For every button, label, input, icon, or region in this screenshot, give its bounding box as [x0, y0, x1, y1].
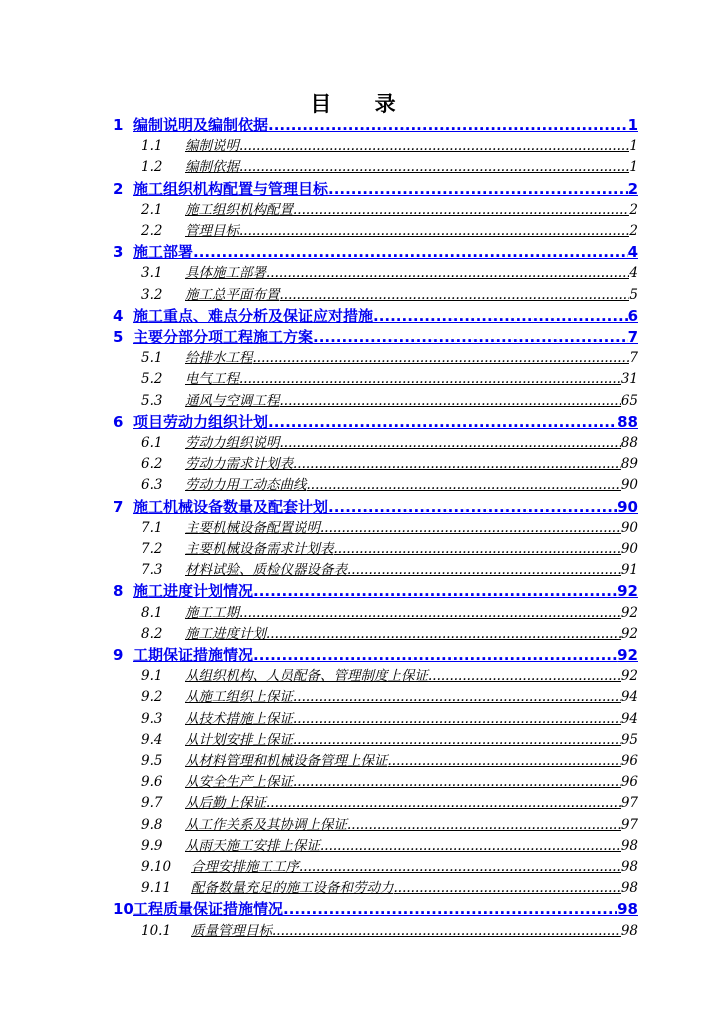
toc-dot-leader — [347, 559, 621, 581]
toc-section-entry[interactable] — [141, 368, 638, 390]
toc-entry-number: 4 — [113, 306, 124, 325]
toc-entry-number: 9.8 — [141, 816, 163, 833]
toc-entry-number: 7.1 — [141, 519, 163, 536]
toc-dot-leader — [347, 814, 621, 836]
toc-dot-leader — [428, 665, 621, 687]
toc-entry-number: 8.2 — [141, 625, 163, 642]
toc-entry-title: 通风与空调工程 — [185, 392, 280, 409]
toc-entry-number: 6.2 — [141, 456, 163, 473]
toc-dot-leader — [293, 771, 621, 793]
toc-entry-page: 92 — [620, 625, 638, 642]
toc-entry-title: 主要分部分项工程施工方案 — [133, 328, 314, 346]
toc-entry-title: 从雨天施工安排上保证 — [185, 837, 320, 854]
toc-dot-leader — [320, 835, 621, 857]
toc-entry-page: 1 — [629, 138, 638, 155]
toc-entry-page: 4 — [627, 243, 638, 262]
toc-section-entry[interactable] — [141, 602, 638, 624]
toc-entry-number: 3.2 — [141, 286, 163, 303]
toc-entry-number: 6.1 — [141, 435, 163, 451]
toc-entry-title: 主要机械设备需求计划表 — [185, 541, 334, 557]
toc-entry-number: 1.2 — [141, 159, 163, 176]
toc-entry-title: 电气工程 — [185, 371, 239, 388]
toc-entry-number: 2.1 — [141, 201, 163, 218]
toc-chapter-entry[interactable] — [113, 241, 638, 263]
toc-entry-page: 89 — [620, 456, 638, 473]
toc-dot-leader — [266, 262, 629, 284]
toc-entry-number: 5 — [113, 328, 124, 346]
toc-entry-number: 9.7 — [141, 795, 163, 812]
toc-section-entry[interactable] — [141, 347, 638, 369]
toc-dot-leader — [283, 898, 617, 920]
toc-dot-leader — [272, 920, 621, 942]
toc-dot-leader — [193, 241, 628, 263]
toc-entry-page: 91 — [620, 562, 638, 579]
toc-dot-leader — [293, 453, 621, 475]
toc-entry-page: 90 — [620, 541, 638, 557]
toc-section-entry[interactable] — [141, 686, 638, 708]
toc-section-entry[interactable] — [141, 199, 638, 221]
toc-dot-leader — [239, 156, 629, 178]
toc-entry-page: 96 — [620, 753, 638, 769]
toc-entry-page: 95 — [620, 731, 638, 748]
toc-dot-leader — [307, 474, 621, 496]
toc-dot-leader — [266, 623, 621, 645]
toc-entry-page: 4 — [629, 265, 638, 282]
toc-entry-title: 从材料管理和机械设备管理上保证 — [185, 753, 388, 769]
toc-dot-leader — [239, 135, 629, 157]
toc-entry-page: 31 — [620, 371, 638, 388]
toc-entry-title: 施工重点、难点分析及保证应对措施 — [133, 306, 374, 325]
toc-entry-page: 98 — [620, 880, 638, 897]
toc-entry-title: 施工工期 — [185, 604, 239, 621]
toc-entry-page: 94 — [620, 710, 638, 727]
toc-entry-title: 施工机械设备数量及配套计划 — [133, 497, 329, 516]
toc-entry-page: 97 — [620, 816, 638, 833]
toc-section-entry[interactable] — [141, 135, 638, 157]
toc-entry-number: 2.2 — [141, 223, 163, 239]
toc-section-entry[interactable] — [141, 538, 638, 560]
toc-entry-page: 2 — [627, 179, 638, 198]
toc-entry-title: 材料试验、质检仪器设备表 — [185, 562, 347, 579]
toc-entry-title: 工期保证措施情况 — [133, 646, 254, 664]
toc-entry-number: 9.3 — [141, 710, 163, 727]
toc-entry-title: 工程质量保证措施情况 — [133, 900, 284, 919]
toc-entry-number: 6 — [113, 412, 124, 431]
toc-entry-number: 9.2 — [141, 689, 163, 706]
toc-entry-number: 9.10 — [141, 859, 172, 875]
toc-entry-title: 项目劳动力组织计划 — [133, 412, 269, 431]
toc-entry-number: 9.4 — [141, 731, 163, 748]
toc-entry-page: 96 — [620, 774, 638, 791]
toc-section-entry[interactable] — [141, 729, 638, 751]
toc-entry-page: 2 — [629, 201, 638, 218]
toc-entry-number: 8.1 — [141, 604, 163, 621]
toc-entry-page: 90 — [620, 519, 638, 536]
toc-entry-number: 9.6 — [141, 774, 163, 791]
toc-section-entry[interactable] — [141, 814, 638, 836]
toc-section-entry[interactable] — [141, 771, 638, 793]
toc-entry-title: 从安全生产上保证 — [185, 774, 293, 791]
toc-entry-page: 97 — [620, 795, 638, 812]
toc-section-entry[interactable] — [141, 156, 638, 178]
toc-entry-title: 合理安排施工工序 — [191, 859, 299, 875]
toc-entry-page: 2 — [629, 223, 638, 239]
toc-dot-leader — [299, 856, 621, 878]
toc-section-entry[interactable] — [141, 432, 638, 454]
toc-dot-leader — [268, 411, 617, 433]
toc-section-entry[interactable] — [141, 856, 638, 878]
toc-dot-leader — [313, 326, 628, 348]
toc-entry-number: 7 — [113, 497, 124, 516]
toc-section-entry[interactable] — [141, 750, 638, 772]
toc-entry-title: 劳动力组织说明 — [185, 435, 280, 451]
toc-entry-page: 98 — [620, 922, 638, 939]
toc-entry-number: 9 — [113, 646, 124, 664]
toc-dot-leader — [239, 220, 629, 242]
toc-section-entry[interactable] — [141, 877, 638, 899]
toc-entry-page: 92 — [617, 646, 638, 664]
toc-dot-leader — [253, 580, 617, 602]
toc-entry-title: 编制说明及编制依据 — [133, 116, 269, 134]
toc-entry-title: 施工部署 — [133, 243, 194, 262]
toc-dot-leader — [280, 284, 630, 306]
toc-chapter-entry[interactable] — [113, 411, 638, 433]
toc-entry-number: 5.2 — [141, 371, 163, 388]
toc-entry-title: 从后勤上保证 — [185, 795, 266, 812]
toc-section-entry[interactable] — [141, 284, 638, 306]
toc-entry-page: 92 — [620, 604, 638, 621]
toc-entry-page: 7 — [629, 350, 638, 367]
toc-chapter-entry[interactable] — [113, 496, 638, 518]
toc-entry-number: 6.3 — [141, 477, 163, 494]
toc-entry-number: 9.11 — [141, 880, 172, 897]
toc-chapter-entry[interactable] — [113, 178, 638, 200]
toc-section-entry[interactable] — [141, 262, 638, 284]
toc-dot-leader — [334, 538, 621, 560]
toc-entry-title: 从工作关系及其协调上保证 — [185, 816, 347, 833]
toc-entry-page: 6 — [627, 306, 638, 325]
toc-entry-number: 8 — [113, 582, 124, 601]
toc-entry-title: 配备数量充足的施工设备和劳动力 — [191, 880, 394, 897]
toc-section-entry[interactable] — [141, 474, 638, 496]
toc-entry-title: 施工总平面布置 — [185, 286, 280, 303]
toc-entry-title: 劳动力需求计划表 — [185, 456, 293, 473]
toc-section-entry[interactable] — [141, 517, 638, 539]
toc-chapter-entry[interactable] — [113, 898, 638, 920]
toc-dot-leader — [266, 792, 621, 814]
toc-entry-number: 2 — [113, 179, 124, 198]
toc-dot-leader — [293, 686, 621, 708]
toc-entry-title: 从组织机构、人员配备、管理制度上保证 — [185, 668, 428, 685]
toc-entry-number: 7.2 — [141, 541, 163, 557]
toc-dot-leader — [268, 114, 628, 136]
toc-entry-title: 施工组织机构配置 — [185, 201, 293, 218]
toc-entry-page: 92 — [617, 582, 638, 601]
toc-section-entry[interactable] — [141, 220, 638, 242]
toc-entry-page: 1 — [627, 116, 638, 134]
toc-entry-title: 从计划安排上保证 — [185, 731, 293, 748]
toc-entry-page: 88 — [617, 412, 638, 431]
toc-entry-title: 从施工组织上保证 — [185, 689, 293, 706]
toc-entry-title: 给排水工程 — [185, 350, 253, 367]
toc-entry-title: 质量管理目标 — [191, 922, 272, 939]
toc-dot-leader — [328, 496, 617, 518]
toc-dot-leader — [293, 708, 621, 730]
toc-entry-number: 1.1 — [141, 138, 163, 155]
toc-entry-number: 1 — [113, 116, 124, 134]
toc-entry-page: 1 — [629, 159, 638, 176]
toc-section-entry[interactable] — [141, 559, 638, 581]
toc-entry-page: 90 — [617, 497, 638, 516]
toc-dot-leader — [328, 178, 628, 200]
toc-entry-page: 98 — [620, 837, 638, 854]
toc-entry-page: 92 — [620, 668, 638, 685]
toc-entry-number: 9.5 — [141, 753, 163, 769]
toc-chapter-entry[interactable] — [113, 580, 638, 602]
toc-entry-title: 主要机械设备配置说明 — [185, 519, 320, 536]
toc-section-entry[interactable] — [141, 920, 638, 942]
toc-entry-page: 90 — [620, 477, 638, 494]
toc-entry-title: 劳动力用工动态曲线 — [185, 477, 307, 494]
toc-chapter-entry[interactable] — [113, 114, 638, 136]
toc-dot-leader — [239, 602, 621, 624]
toc-entry-number: 3 — [113, 243, 124, 262]
toc-entry-number: 5.1 — [141, 350, 163, 367]
toc-section-entry[interactable] — [141, 665, 638, 687]
toc-entry-number: 9.9 — [141, 837, 163, 854]
toc-dot-leader — [280, 390, 621, 412]
toc-section-entry[interactable] — [141, 708, 638, 730]
toc-entry-number: 10 — [113, 900, 134, 919]
toc-entry-number: 7.3 — [141, 562, 163, 579]
toc-dot-leader — [388, 750, 621, 772]
toc-entry-title: 编制依据 — [185, 159, 239, 176]
toc-chapter-entry[interactable] — [113, 644, 638, 666]
toc-dot-leader — [239, 368, 621, 390]
toc-entry-page: 65 — [620, 392, 638, 409]
toc-entry-title: 具体施工部署 — [185, 265, 266, 282]
toc-chapter-entry[interactable] — [113, 326, 638, 348]
toc-dot-leader — [293, 199, 629, 221]
toc-entry-title: 施工组织机构配置与管理目标 — [133, 179, 329, 198]
toc-section-entry[interactable] — [141, 623, 638, 645]
toc-dot-leader — [394, 877, 621, 899]
toc-dot-leader — [253, 347, 630, 369]
toc-entry-page: 98 — [620, 859, 638, 875]
toc-entry-page: 7 — [627, 328, 638, 346]
toc-entry-number: 10.1 — [141, 922, 172, 939]
toc-entry-title: 从技术措施上保证 — [185, 710, 293, 727]
toc-entry-number: 9.1 — [141, 668, 163, 685]
toc-entry-number: 5.3 — [141, 392, 163, 409]
toc-entry-title: 管理目标 — [185, 223, 239, 239]
toc-dot-leader — [373, 305, 628, 327]
toc-entry-title: 施工进度计划 — [185, 625, 266, 642]
toc-section-entry[interactable] — [141, 835, 638, 857]
toc-section-entry[interactable] — [141, 390, 638, 412]
toc-chapter-entry[interactable] — [113, 305, 638, 327]
toc-dot-leader — [253, 644, 617, 666]
toc-section-entry[interactable] — [141, 453, 638, 475]
toc-entry-page: 98 — [617, 900, 638, 919]
toc-entry-number: 3.1 — [141, 265, 163, 282]
toc-dot-leader — [293, 729, 621, 751]
toc-section-entry[interactable] — [141, 792, 638, 814]
toc-dot-leader — [320, 517, 621, 539]
toc-entry-page: 5 — [629, 286, 638, 303]
toc-entry-page: 94 — [620, 689, 638, 706]
toc-dot-leader — [280, 432, 621, 454]
toc-entry-title: 施工进度计划情况 — [133, 582, 254, 601]
toc-entry-title: 编制说明 — [185, 138, 239, 155]
toc-entry-page: 88 — [620, 435, 638, 451]
page-title: 目 录 — [310, 91, 414, 116]
